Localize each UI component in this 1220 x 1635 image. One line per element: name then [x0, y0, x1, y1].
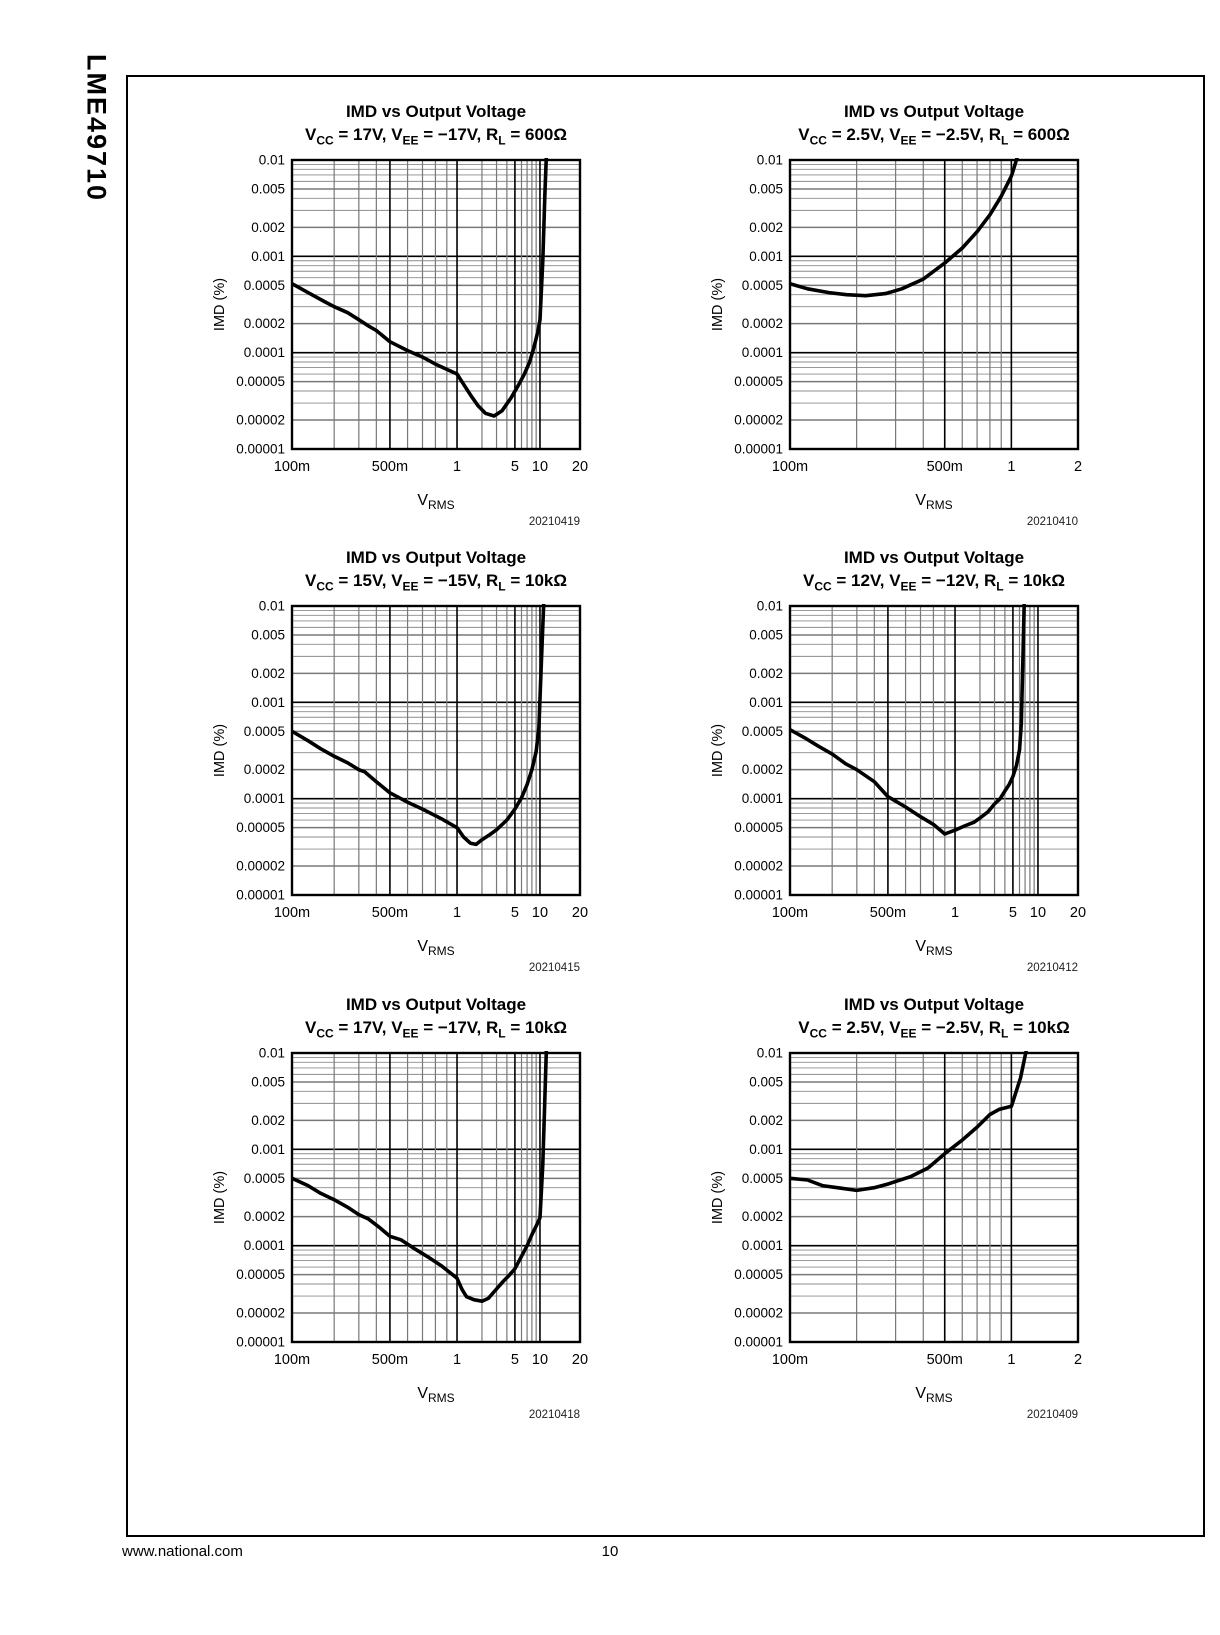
imd-curve [292, 1045, 547, 1301]
y-tick-label: 0.0002 [243, 316, 285, 332]
chart-title [292, 546, 580, 598]
chart-title [292, 993, 580, 1045]
chart-imd-2v5-600ohm [706, 100, 1086, 540]
y-tick-label: 0.005 [251, 627, 285, 643]
chart-condition: $V_{CC} = 12V$, $V_{EE} = -12V$, $R_L = 10k\Omega$ [803, 571, 1065, 594]
y-tick-label: 0.0002 [741, 1209, 783, 1225]
x-tick-label: 500m [926, 459, 963, 475]
x-axis-label: $V_{RMS}$ [915, 492, 953, 513]
x-axis-label: $V_{RMS}$ [915, 1385, 953, 1406]
x-tick-label: 1 [452, 459, 462, 475]
x-axis-label: $V_{RMS}$ [417, 938, 455, 959]
y-tick-label: 0.00001 [734, 441, 783, 457]
y-tick-label: 0.002 [251, 665, 285, 681]
chart-plot-area [706, 596, 1086, 935]
x-axis-label: $V_{RMS}$ [417, 492, 455, 513]
y-tick-label: 0.00001 [236, 1334, 285, 1350]
y-tick-label: 0.005 [749, 1074, 783, 1090]
y-tick-label: 0.001 [749, 694, 783, 710]
y-tick-label: 0.00001 [236, 441, 285, 457]
y-tick-label: 0.001 [251, 1141, 285, 1157]
chart-plot-area [208, 1043, 588, 1382]
y-tick-label: 0.0002 [741, 316, 783, 332]
chart-imd-15v-10kohm [208, 546, 588, 986]
chart-imd-17v-10kohm [208, 993, 588, 1433]
x-tick-label: 20 [571, 1352, 588, 1368]
chart-title-line1: IMD vs Output Voltage [843, 548, 1025, 567]
y-tick-label: 0.005 [749, 627, 783, 643]
y-tick-label: 0.002 [251, 1112, 285, 1128]
y-tick-label: 0.00005 [236, 1267, 285, 1283]
y-tick-label: 0.00002 [236, 412, 285, 428]
x-tick-label: 10 [531, 459, 549, 475]
y-tick-label: 0.00005 [734, 374, 783, 390]
y-tick-label: 0.0002 [243, 1209, 285, 1225]
chart-condition: $V_{CC} = 2.5V$, $V_{EE} = -2.5V$, $R_L = 10k\Omega$ [798, 1018, 1070, 1041]
y-tick-label: 0.0001 [741, 1238, 783, 1254]
part-number-label: LME49710 [81, 53, 112, 203]
chart-plot-area [208, 150, 588, 489]
chart-title-line1: IMD vs Output Voltage [843, 995, 1025, 1014]
imd-curve [790, 1045, 1027, 1190]
chart-svg-5 [706, 1043, 1086, 1377]
chart-plot-area [706, 150, 1086, 489]
chart-condition: $V_{CC} = 2.5V$, $V_{EE} = -2.5V$, $R_L = 600\Omega$ [798, 125, 1070, 148]
chart-svg-4 [208, 1043, 588, 1377]
y-tick-label: 0.01 [756, 1045, 783, 1061]
y-tick-label: 0.01 [258, 152, 285, 168]
figure-code: 20210415 [528, 962, 580, 974]
chart-title [292, 100, 580, 152]
chart-condition: $V_{CC} = 17V$, $V_{EE} = -17V$, $R_L = 10k\Omega$ [305, 1018, 567, 1041]
x-tick-label: 10 [531, 905, 549, 921]
x-tick-label: 5 [510, 459, 519, 475]
y-tick-label: 0.0001 [741, 345, 783, 361]
chart-condition: $V_{CC} = 15V$, $V_{EE} = -15V$, $R_L = 10k\Omega$ [305, 571, 567, 594]
y-tick-label: 0.005 [251, 1074, 285, 1090]
chart-title [790, 993, 1078, 1045]
x-tick-label: 500m [371, 459, 409, 475]
x-tick-label: 100m [771, 459, 809, 475]
x-tick-label: 100m [771, 905, 809, 921]
chart-plot-area [706, 1043, 1086, 1382]
x-tick-label: 10 [1029, 905, 1047, 921]
y-tick-label: 0.002 [749, 1112, 783, 1128]
y-tick-label: 0.01 [756, 152, 783, 168]
y-tick-label: 0.00002 [236, 1305, 285, 1321]
y-tick-label: 0.0005 [243, 277, 285, 293]
y-tick-label: 0.00001 [734, 887, 783, 903]
chart-plot-area [208, 596, 588, 935]
y-tick-label: 0.00001 [236, 887, 285, 903]
footer-url: www.national.com [122, 1543, 243, 1560]
chart-svg-2 [208, 596, 588, 930]
y-tick-label: 0.00002 [734, 1305, 783, 1321]
chart-title [790, 100, 1078, 152]
y-tick-label: 0.002 [749, 219, 783, 235]
x-tick-label: 100m [771, 1352, 809, 1368]
y-tick-label: 0.0002 [243, 762, 285, 778]
y-tick-label: 0.0002 [741, 762, 783, 778]
y-tick-label: 0.005 [749, 181, 783, 197]
y-tick-label: 0.002 [749, 665, 783, 681]
figure-code: 20210419 [528, 516, 580, 528]
chart-title-line1: IMD vs Output Voltage [843, 102, 1025, 121]
imd-curve [292, 152, 547, 416]
y-tick-label: 0.01 [258, 1045, 285, 1061]
x-tick-label: 500m [926, 1352, 963, 1368]
chart-title-line1: IMD vs Output Voltage [345, 548, 527, 567]
y-tick-label: 0.0001 [243, 791, 285, 807]
x-tick-label: 5 [1008, 905, 1017, 921]
imd-curve [790, 152, 1019, 295]
x-tick-label: 5 [510, 1352, 519, 1368]
y-axis-label: IMD (%) [212, 277, 228, 332]
x-tick-label: 500m [869, 905, 907, 921]
y-tick-label: 0.00002 [236, 858, 285, 874]
chart-imd-2v5-10kohm [706, 993, 1086, 1433]
x-axis-label: $V_{RMS}$ [417, 1385, 455, 1406]
y-tick-label: 0.00005 [236, 374, 285, 390]
x-tick-label: 100m [273, 1352, 311, 1368]
y-tick-label: 0.0005 [741, 723, 783, 739]
chart-svg-0 [208, 150, 588, 484]
y-axis-label: IMD (%) [710, 277, 726, 332]
y-tick-label: 0.00001 [734, 1334, 783, 1350]
x-tick-label: 500m [371, 905, 409, 921]
chart-title-line1: IMD vs Output Voltage [345, 102, 527, 121]
y-tick-label: 0.0001 [243, 1238, 285, 1254]
x-tick-label: 2 [1073, 1352, 1083, 1368]
y-axis-label: IMD (%) [710, 723, 726, 778]
y-tick-label: 0.001 [251, 694, 285, 710]
y-tick-label: 0.00005 [236, 820, 285, 836]
y-tick-label: 0.0001 [243, 345, 285, 361]
y-tick-label: 0.00002 [734, 412, 783, 428]
x-tick-label: 500m [371, 1352, 409, 1368]
y-tick-label: 0.0005 [243, 1170, 285, 1186]
y-tick-label: 0.0001 [741, 791, 783, 807]
x-tick-label: 5 [510, 905, 519, 921]
y-tick-label: 0.0005 [243, 723, 285, 739]
y-tick-label: 0.00005 [734, 1267, 783, 1283]
x-tick-label: 1 [1007, 1352, 1016, 1368]
figure-code: 20210412 [1026, 962, 1078, 974]
y-tick-label: 0.00002 [734, 858, 783, 874]
y-tick-label: 0.005 [251, 181, 285, 197]
y-tick-label: 0.0005 [741, 1170, 783, 1186]
x-tick-label: 20 [571, 459, 588, 475]
x-tick-label: 100m [273, 459, 311, 475]
y-axis-label: IMD (%) [710, 1170, 726, 1225]
chart-imd-17v-600ohm [208, 100, 588, 540]
y-tick-label: 0.001 [251, 248, 285, 264]
y-axis-label: IMD (%) [212, 723, 228, 778]
x-axis-label: $V_{RMS}$ [915, 938, 953, 959]
x-tick-label: 20 [1069, 905, 1086, 921]
chart-condition: $V_{CC} = 17V$, $V_{EE} = -17V$, $R_L = 600\Omega$ [305, 125, 567, 148]
chart-svg-1 [706, 150, 1086, 484]
chart-title-line1: IMD vs Output Voltage [345, 995, 527, 1014]
y-tick-label: 0.00005 [734, 820, 783, 836]
x-tick-label: 1 [1007, 459, 1016, 475]
figure-code: 20210409 [1026, 1409, 1078, 1421]
chart-imd-12v-10kohm [706, 546, 1086, 986]
y-tick-label: 0.001 [749, 1141, 783, 1157]
footer-page-number: 10 [601, 1543, 619, 1560]
figure-code: 20210418 [528, 1409, 580, 1421]
x-tick-label: 2 [1073, 459, 1083, 475]
figure-code: 20210410 [1026, 516, 1078, 528]
y-tick-label: 0.01 [756, 598, 783, 614]
x-tick-label: 20 [571, 905, 588, 921]
y-axis-label: IMD (%) [212, 1170, 228, 1225]
chart-svg-3 [706, 596, 1086, 930]
x-tick-label: 10 [531, 1352, 549, 1368]
y-tick-label: 0.001 [749, 248, 783, 264]
x-tick-label: 1 [950, 905, 960, 921]
x-tick-label: 1 [452, 1352, 462, 1368]
chart-title [790, 546, 1078, 598]
y-tick-label: 0.0005 [741, 277, 783, 293]
y-tick-label: 0.002 [251, 219, 285, 235]
y-tick-label: 0.01 [258, 598, 285, 614]
x-tick-label: 1 [452, 905, 462, 921]
x-tick-label: 100m [273, 905, 311, 921]
